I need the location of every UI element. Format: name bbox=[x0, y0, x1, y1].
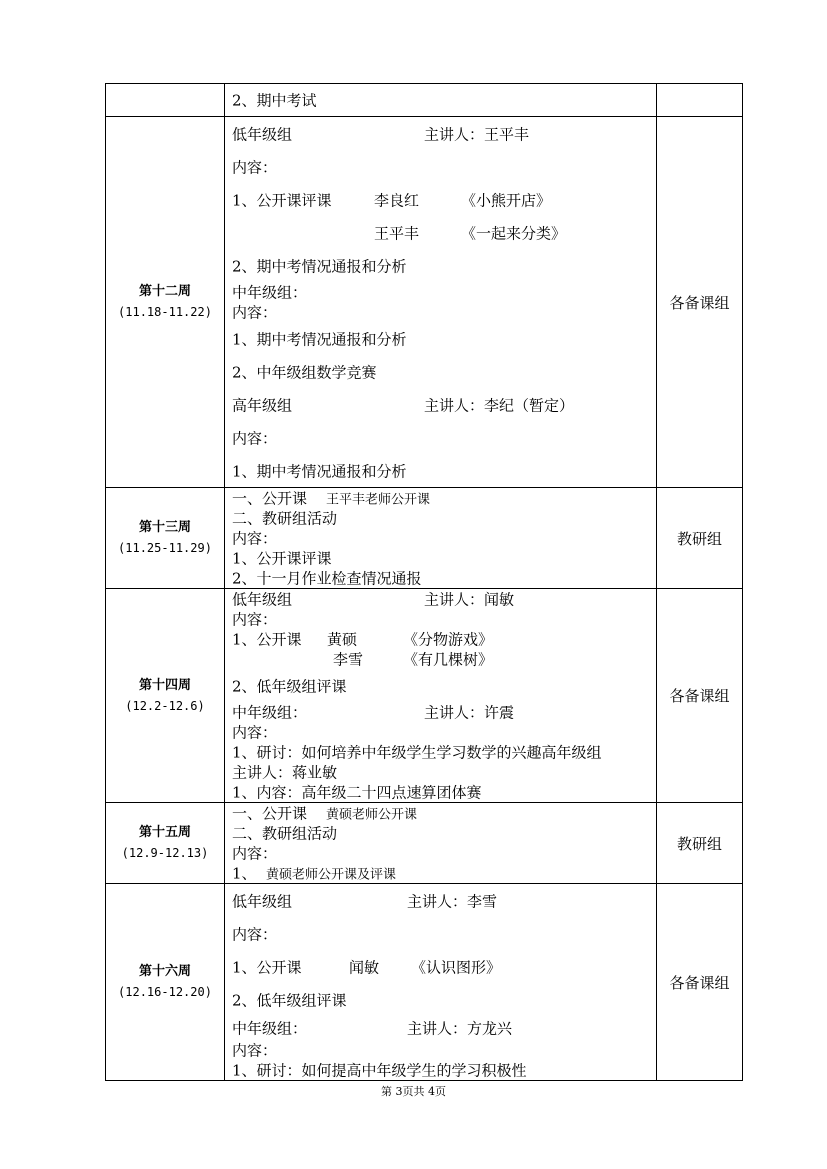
group-cell: 各备课组 bbox=[657, 884, 743, 1081]
content-cell bbox=[225, 589, 657, 803]
teacher-name: 李良红 bbox=[374, 191, 420, 209]
week-cell bbox=[106, 589, 225, 803]
group-cell bbox=[657, 84, 743, 117]
content-line: 1、 bbox=[232, 864, 257, 883]
content-line: 内容： bbox=[232, 158, 278, 176]
week-name: 第十三周 bbox=[138, 520, 191, 535]
content-line: 1、研讨：如何培养中年级学生学习数学的兴趣高年级组 bbox=[232, 743, 602, 762]
table-row bbox=[106, 589, 743, 803]
content-line: 1、公开课评课 bbox=[232, 191, 332, 209]
lesson-title: 《有几棵树》 bbox=[403, 650, 494, 669]
week-cell bbox=[106, 884, 225, 1081]
content-line: 1、公开课 bbox=[232, 630, 302, 649]
teacher-name: 李雪 bbox=[333, 650, 364, 669]
lesson-note: 黄硕老师公开课及评课 bbox=[266, 867, 397, 883]
content-line: 内容： bbox=[232, 844, 278, 863]
group-cell: 教研组 bbox=[657, 803, 743, 884]
content-line: 主讲人：蒋业敏 bbox=[232, 763, 338, 782]
week-cell bbox=[106, 488, 225, 589]
content-line: 2、低年级组评课 bbox=[232, 677, 347, 695]
content-line: 1、期中考情况通报和分析 bbox=[232, 330, 407, 348]
week-date: (11.25-11.29) bbox=[118, 541, 212, 555]
lesson-title: 《分物游戏》 bbox=[403, 630, 494, 649]
week-cell bbox=[106, 117, 225, 488]
week-name: 第十二周 bbox=[138, 284, 191, 299]
content-line: 2、期中考试 bbox=[232, 91, 317, 110]
content-line: 1、期中考情况通报和分析 bbox=[232, 462, 407, 480]
teacher-name: 王平丰 bbox=[374, 224, 420, 242]
week-cell bbox=[106, 84, 225, 117]
week-date: (12.16-12.20) bbox=[118, 985, 212, 999]
content-line: 低年级组 bbox=[232, 125, 293, 143]
speaker-label: 主讲人：方龙兴 bbox=[407, 1019, 513, 1038]
content-line: 中年级组： bbox=[232, 283, 308, 302]
page-footer: 第 3页共 4页 bbox=[381, 1085, 446, 1098]
content-line: 2、十一月作业检查情况通报 bbox=[232, 569, 422, 588]
content-line: 内容： bbox=[232, 529, 278, 548]
content-line: 内容： bbox=[232, 429, 278, 447]
week-date: (11.18-11.22) bbox=[118, 305, 212, 319]
content-cell bbox=[225, 884, 657, 1081]
group-cell: 教研组 bbox=[657, 488, 743, 589]
table-row bbox=[106, 84, 743, 117]
content-line: 2、低年级组评课 bbox=[232, 991, 347, 1009]
content-cell bbox=[225, 488, 657, 589]
speaker-label: 主讲人：李纪（暂定） bbox=[424, 396, 575, 414]
teacher-name: 黄硕 bbox=[327, 630, 358, 649]
content-line: 1、公开课评课 bbox=[232, 549, 332, 568]
content-line: 1、公开课 bbox=[232, 958, 302, 976]
content-line: 中年级组： bbox=[232, 1019, 308, 1038]
content-line: 高年级组 bbox=[232, 396, 293, 414]
content-line: 一、公开课 bbox=[232, 489, 308, 508]
table-row bbox=[106, 884, 743, 1081]
speaker-label: 主讲人：闻敏 bbox=[424, 590, 515, 609]
content-line: 中年级组： bbox=[232, 703, 308, 722]
table-row bbox=[106, 803, 743, 884]
content-line: 1、研讨：如何提高中年级学生的学习积极性 bbox=[232, 1061, 527, 1080]
lesson-note: 王平丰老师公开课 bbox=[326, 492, 431, 508]
week-name: 第十四周 bbox=[138, 677, 191, 693]
group-cell: 各备课组 bbox=[657, 589, 743, 803]
week-name: 第十五周 bbox=[138, 825, 191, 840]
content-line: 内容： bbox=[232, 610, 278, 629]
content-line: 内容： bbox=[232, 303, 278, 322]
table-row bbox=[106, 117, 743, 488]
content-line: 低年级组 bbox=[232, 590, 293, 609]
content-line: 2、中年级组数学竞赛 bbox=[232, 363, 377, 381]
lesson-title: 《一起来分类》 bbox=[461, 224, 567, 242]
content-line: 2、期中考情况通报和分析 bbox=[232, 257, 407, 275]
content-line: 低年级组 bbox=[232, 892, 293, 910]
content-line: 内容： bbox=[232, 925, 278, 943]
content-line: 1、内容：高年级二十四点速算团体赛 bbox=[232, 783, 482, 802]
week-date: (12.9-12.13) bbox=[121, 846, 209, 860]
week-cell bbox=[106, 803, 225, 884]
table-row bbox=[106, 488, 743, 589]
group-cell: 各备课组 bbox=[657, 117, 743, 488]
content-cell bbox=[225, 84, 657, 117]
content-line: 二、教研组活动 bbox=[232, 509, 338, 528]
week-date: (12.2-12.6) bbox=[125, 698, 205, 713]
content-cell bbox=[225, 117, 657, 488]
content-line: 二、教研组活动 bbox=[232, 824, 338, 843]
speaker-label: 主讲人：王平丰 bbox=[424, 125, 530, 143]
week-name: 第十六周 bbox=[138, 964, 191, 979]
lesson-note: 黄硕老师公开课 bbox=[326, 807, 418, 823]
lesson-title: 《小熊开店》 bbox=[461, 191, 552, 209]
schedule-table bbox=[105, 83, 743, 1081]
content-line: 内容： bbox=[232, 1041, 278, 1060]
content-line: 内容： bbox=[232, 723, 278, 742]
content-line: 一、公开课 bbox=[232, 804, 308, 823]
speaker-label: 主讲人：李雪 bbox=[407, 892, 498, 910]
lesson-title: 《认识图形》 bbox=[411, 958, 502, 976]
speaker-label: 主讲人：许震 bbox=[424, 703, 515, 722]
teacher-name: 闻敏 bbox=[349, 958, 380, 976]
content-cell bbox=[225, 803, 657, 884]
